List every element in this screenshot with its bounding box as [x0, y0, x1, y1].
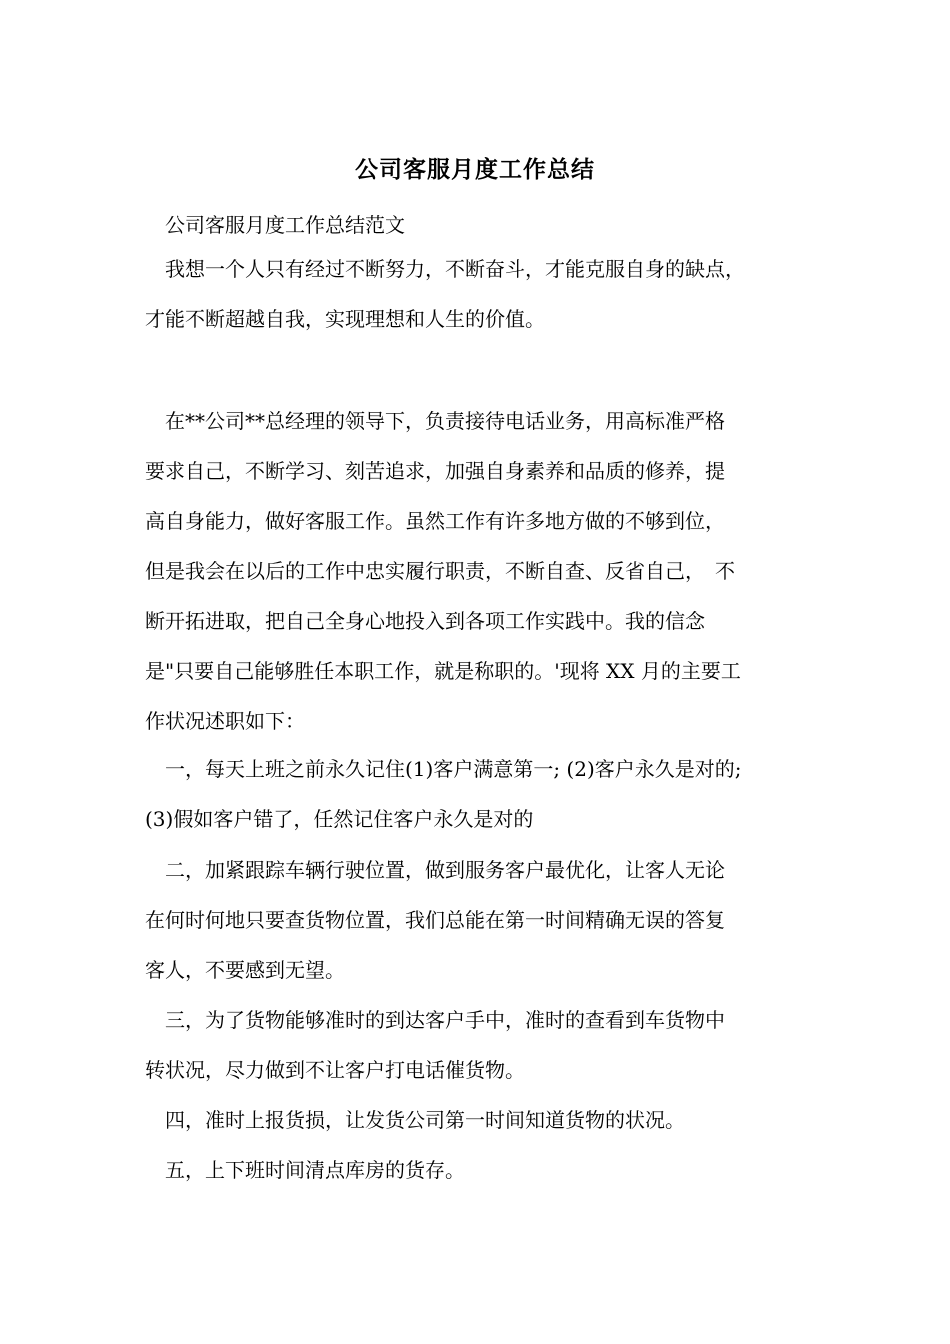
paragraph-line: 在何时何地只要查货物位置，我们总能在第一时间精确无误的答复 — [145, 908, 725, 932]
paragraph-line: 二，加紧跟踪车辆行驶位置，做到服务客户最优化，让客人无论 — [145, 858, 725, 882]
paragraph-line: (3)假如客户错了，任然记住客户永久是对的 — [145, 807, 534, 831]
paragraph-item-3 — [145, 995, 835, 1095]
paragraph-line: 一，每天上班之前永久记住(1)客户满意第一; (2)客户永久是对的; — [145, 757, 742, 781]
paragraph-item-1 — [145, 744, 835, 844]
document-subtitle: 公司客服月度工作总结范文 — [165, 213, 405, 237]
paragraph-line: 三，为了货物能够准时的到达客户手中，准时的查看到车货物中 — [145, 1008, 725, 1032]
paragraph-line: 要求自己，不断学习、刻苦追求，加强自身素养和品质的修养，提 — [145, 459, 725, 483]
document-title: 公司客服月度工作总结 — [355, 156, 595, 183]
paragraph-item-2 — [145, 845, 835, 995]
paragraph-line: 我想一个人只有经过不断努力，不断奋斗，才能克服自身的缺点， — [145, 257, 745, 281]
paragraph-duties — [145, 396, 835, 746]
paragraph-line: 五，上下班时间清点库房的货存。 — [145, 1158, 465, 1182]
paragraph-line: 在**公司**总经理的领导下，负责接待电话业务，用高标准严格 — [145, 409, 725, 433]
paragraph-line: 转状况，尽力做到不让客户打电话催货物。 — [145, 1058, 525, 1082]
paragraph-line: 作状况述职如下： — [145, 709, 305, 733]
paragraph-intro — [145, 244, 835, 344]
paragraph-line: 才能不断超越自我，实现理想和人生的价值。 — [145, 307, 545, 331]
paragraph-line: 四，准时上报货损，让发货公司第一时间知道货物的状况。 — [145, 1108, 685, 1132]
paragraph-item-5 — [145, 1145, 835, 1195]
paragraph-line: 但是我会在以后的工作中忠实履行职责，不断自查、反省自己， 不 — [145, 559, 735, 583]
paragraph-line: 客人，不要感到无望。 — [145, 958, 345, 982]
paragraph-line: 高自身能力，做好客服工作。虽然工作有许多地方做的不够到位， — [145, 509, 725, 533]
paragraph-item-4 — [145, 1095, 835, 1145]
paragraph-line: 断开拓进取，把自己全身心地投入到各项工作实践中。我的信念 — [145, 609, 705, 633]
paragraph-line: 是"只要自己能够胜任本职工作，就是称职的。'现将 XX 月的主要工 — [145, 659, 741, 683]
